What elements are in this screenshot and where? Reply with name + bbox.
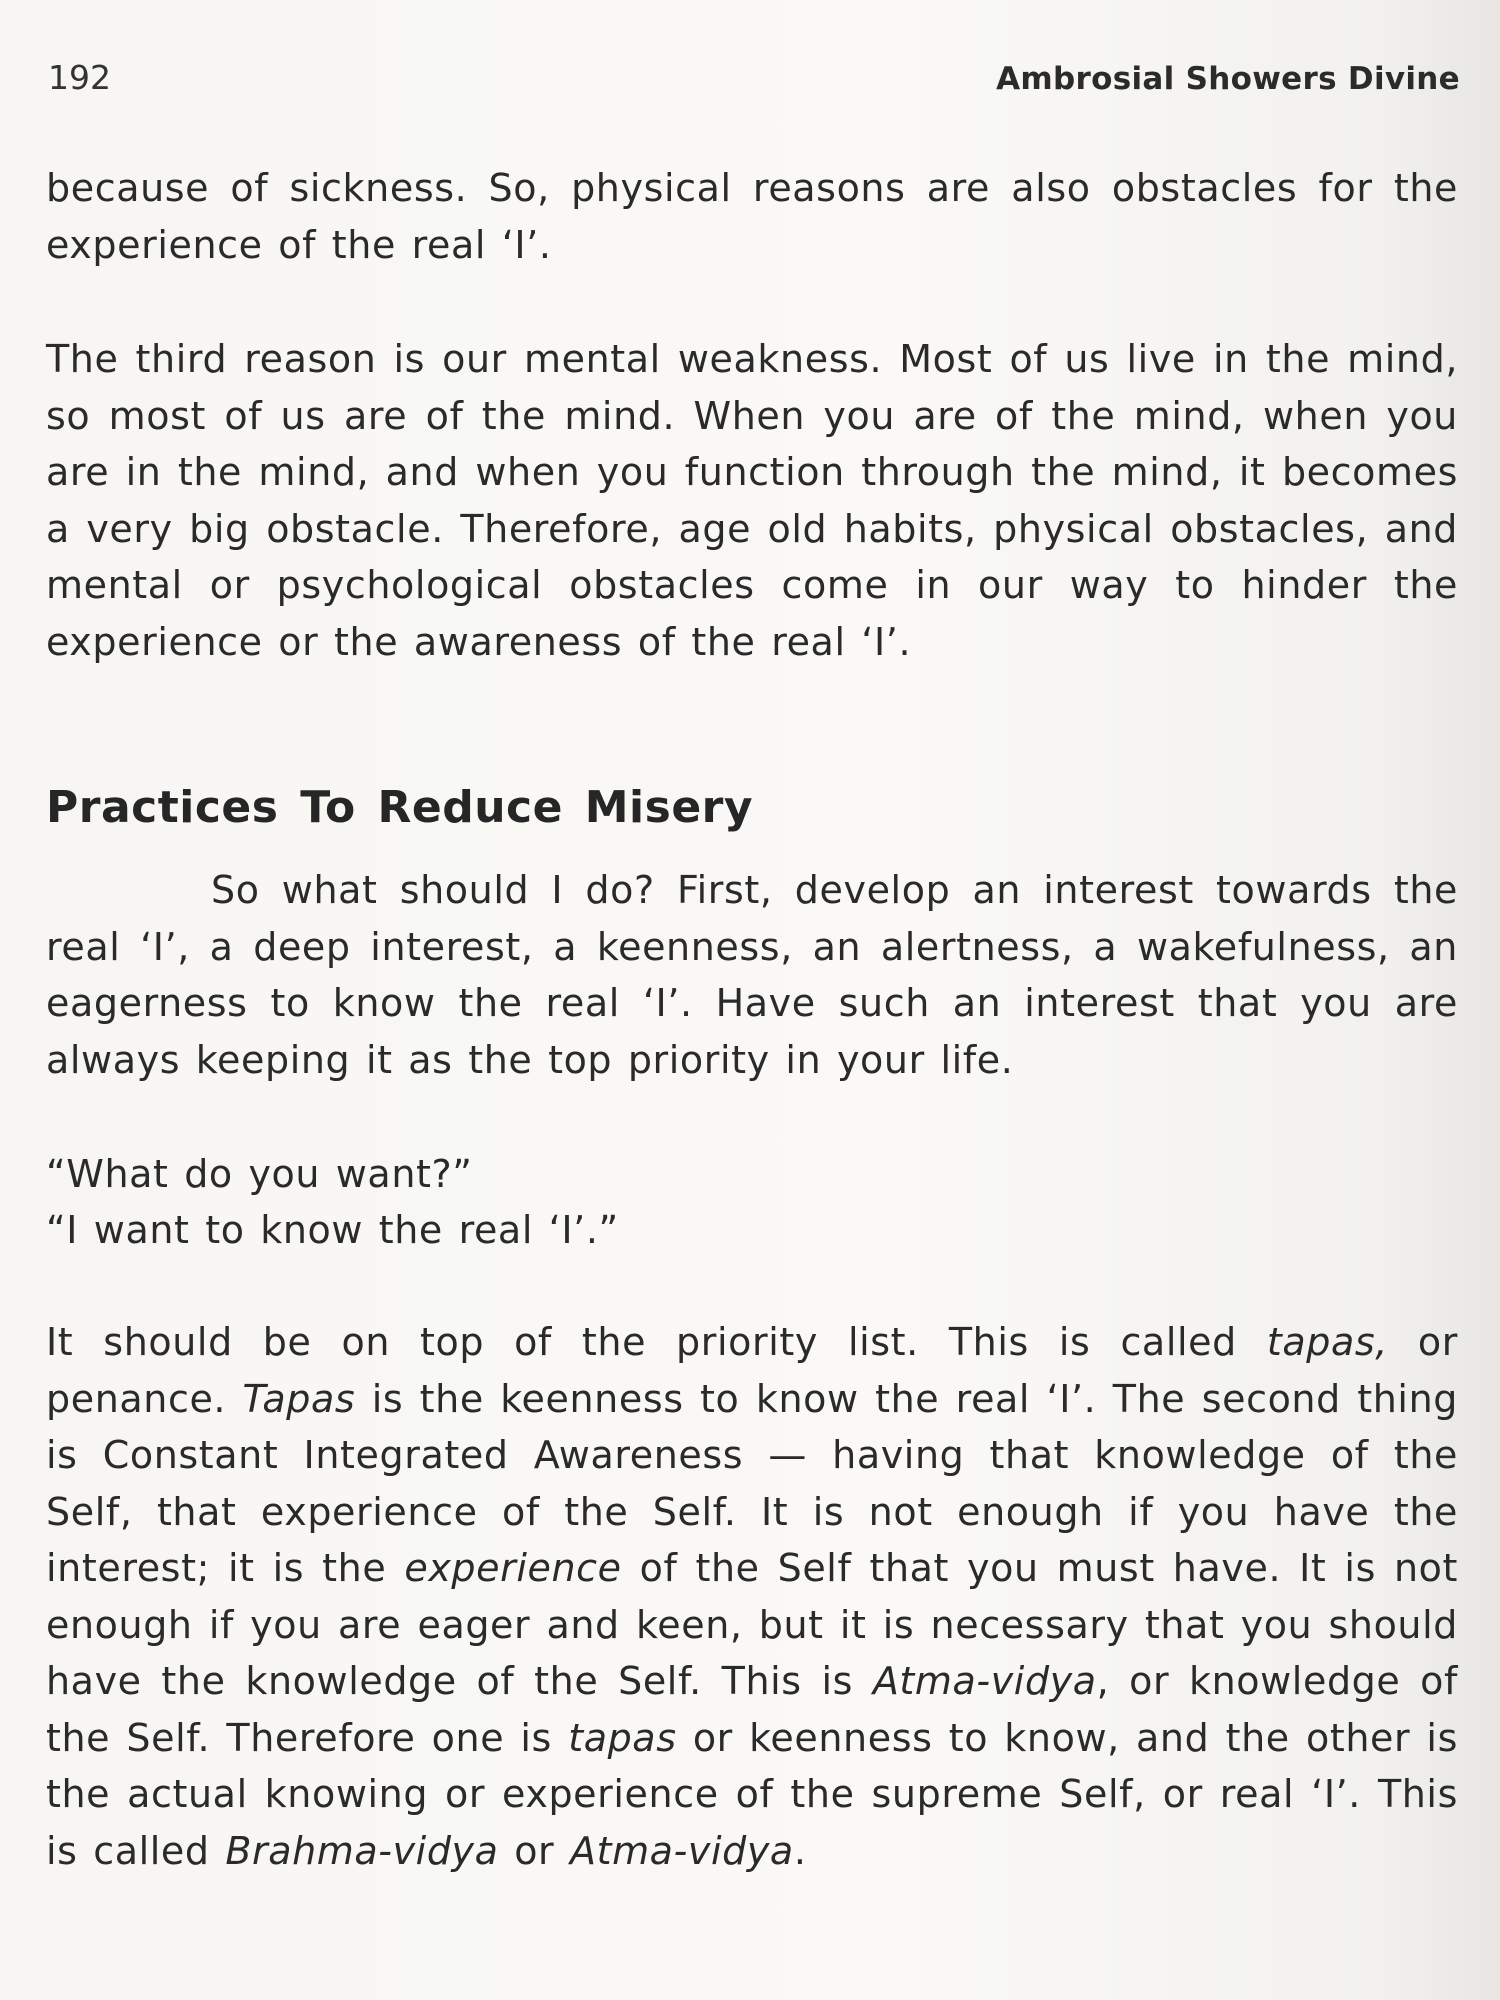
text-run: is the keenness to know the real ‘I’. The second thing is Constant Integrated Awareness — having that knowledge of the Self, that experience of the Self. It is not enough if you have the interest; it is the	[46, 1376, 1458, 1590]
text-run: or	[498, 1828, 570, 1873]
italic-term: tapas,	[1266, 1320, 1388, 1364]
text-run: or penance.	[46, 1320, 1458, 1421]
italic-term: experience	[404, 1546, 622, 1590]
running-title: Ambrosial Showers Divine	[996, 61, 1460, 97]
section-heading: Practices To Reduce Misery	[46, 782, 754, 833]
text-run: It should be on top of the priority list. This is called	[46, 1320, 1267, 1364]
paragraph-1: because of sickness. So, physical reasons are also obstacles for the experience of the real ‘I’.	[46, 166, 1458, 267]
text-run: or keenness to know, and the other is the actual knowing or experience of the supreme Self, or real ‘I’. This is called	[46, 1715, 1458, 1873]
paragraph-4	[46, 1314, 1458, 1879]
dialogue-question: “What do you want?”	[46, 1152, 473, 1196]
text-run: of the Self that you must have. It is not enough if you are eager and keen, but it is necessary that you should have the knowledge of the Self. This is	[46, 1546, 1459, 1703]
dialogue-answer: “I want to know the real ‘I’.”	[46, 1208, 619, 1252]
italic-term: Atma-vidya	[569, 1828, 794, 1873]
italic-term: tapas	[568, 1715, 677, 1760]
paragraph-2: The third reason is our mental weakness. Most of us live in the mind, so most of us are of the mind. When you are of the mind, when you are in the mind, and when you function through the mind, it becomes a very big obstacle. Therefore, age old habits, physical obstacles, and mental or psychological obstacles come in our way to hinder the experience or the awareness of the real ‘I’.	[46, 337, 1458, 664]
text-run: .	[793, 1828, 807, 1873]
page-header	[48, 58, 1460, 108]
italic-term: Atma-vidya	[872, 1659, 1097, 1703]
page-number: 192	[48, 58, 111, 97]
text-run: , or knowledge of the Self. Therefore one is	[46, 1659, 1458, 1760]
italic-term: Brahma-vidya	[225, 1828, 499, 1873]
paragraph-3: So what should I do? First, develop an interest towards the real ‘I’, a deep interest, a keenness, an alertness, a wakefulness, an eagerness to know the real ‘I’. Have such an interest that you are always keeping it as the top priority in your life.	[46, 868, 1458, 1082]
italic-term: Tapas	[242, 1376, 356, 1421]
